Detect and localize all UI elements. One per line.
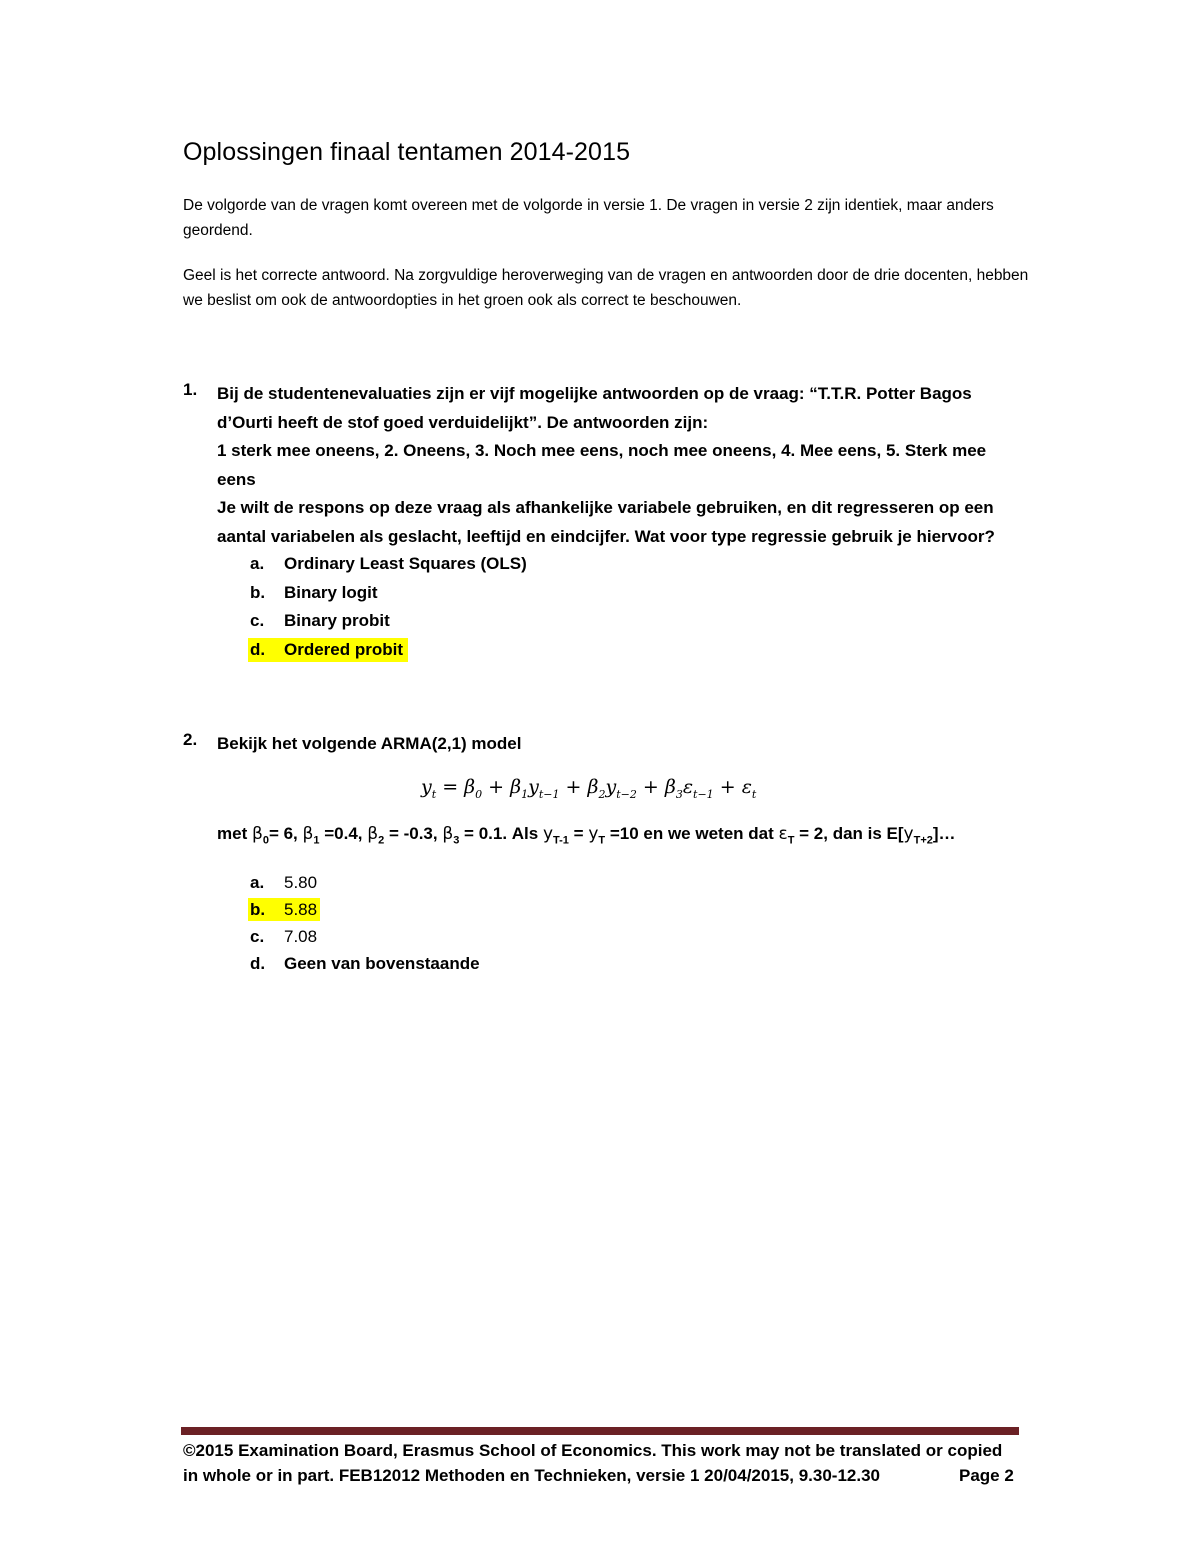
page-title: Oplossingen finaal tentamen 2014-2015	[183, 138, 631, 166]
question-line: 1 sterk mee oneens, 2. Oneens, 3. Noch mee eens, noch mee oneens, 4. Mee eens, 5. Sterk mee	[217, 441, 987, 460]
question-line: Bekijk het volgende ARMA(2,1) model	[217, 734, 522, 753]
option-letter: c.	[250, 611, 265, 630]
arma-formula: $y_t = \beta_0 + \beta_1y_{t-1} + \beta_2y_{t-2} + \beta_3\varepsilon_{t-1} + \varepsilon_t$	[421, 776, 757, 801]
footer-divider	[181, 1427, 1019, 1435]
option-letter: c.	[250, 927, 265, 946]
option-letter: a.	[250, 554, 265, 573]
question-line: d’Ourti heeft de stof goed verduidelijkt”. De antwoorden zijn:	[217, 412, 709, 432]
question-line: aantal variabelen als geslacht, leeftijd en eindcijfer. Wat voor type regressie gebruik je hiervoor?	[217, 526, 995, 546]
page-footer	[183, 1438, 1023, 1488]
option-letter: b.	[250, 900, 266, 919]
answer-option-d	[250, 950, 850, 977]
option-text: Binary logit	[284, 582, 378, 602]
question-line: Je wilt de respons op deze vraag als afhankelijke variabele gebruiken, en dit regresseren op een	[217, 498, 994, 517]
option-text: Ordered probit	[284, 639, 404, 659]
answer-option-a	[250, 869, 850, 896]
page-number: Page 2	[959, 1466, 1014, 1485]
question-line: eens	[217, 469, 256, 489]
question-2-options	[250, 869, 850, 977]
option-letter: a.	[250, 873, 265, 892]
option-text: Binary probit	[284, 611, 390, 630]
answer-option-d-correct	[250, 636, 850, 665]
question-text	[217, 380, 1037, 551]
question-text	[217, 730, 1037, 759]
footer-course-line	[183, 1463, 1023, 1488]
answer-option-a	[250, 550, 850, 579]
option-text: Ordinary Least Squares (OLS)	[284, 554, 527, 573]
question-line: Bij de studentenevaluaties zijn er vijf mogelijke antwoorden op de vraag: “T.T.R. Potter Bagos	[217, 384, 972, 403]
question-number: 2.	[183, 730, 198, 749]
footer-course-info: in whole or in part. FEB12012 Methoden en Technieken, versie 1 20/04/2015, 9.30-12.30	[183, 1466, 880, 1485]
option-letter: b.	[250, 582, 266, 602]
answer-option-c	[250, 923, 850, 950]
question-1-options	[250, 550, 850, 664]
footer-copyright: ©2015 Examination Board, Erasmus School of Economics. This work may not be translated or copied	[183, 1441, 1003, 1460]
option-text: Geen van bovenstaande	[284, 954, 480, 973]
option-letter: d.	[250, 954, 266, 973]
option-text: 5.80	[284, 873, 318, 892]
intro-paragraph-legend: Geel is het correcte antwoord. Na zorgvuldige heroverweging van de vragen en antwoorden door de drie docenten, hebben we beslist om ook de antwoordopties in het groen ook als correct te beschouwen.	[183, 267, 1029, 309]
answer-option-c	[250, 607, 850, 636]
option-text: 5.88	[284, 900, 318, 919]
answer-option-b	[250, 579, 850, 608]
option-text: 7.08	[284, 927, 318, 946]
given-values: met $\beta_0= 6$, $\beta_1 =0.4$, $\beta_2 = -0.3$, $\beta_3 = 0.1$. Als $y_{T-1} = y_T =10$ en we weten dat $\varepsilon_T = 2$, dan is $E[y_{T+2}]\dots$	[217, 824, 956, 847]
question-number: 1.	[183, 380, 198, 399]
option-letter: d.	[250, 639, 266, 659]
intro-paragraph-order: De volgorde van de vragen komt overeen met de volgorde in versie 1. De vragen in versie 2 zijn identiek, maar anders geordend.	[183, 197, 994, 239]
answer-option-b-correct	[250, 896, 850, 923]
